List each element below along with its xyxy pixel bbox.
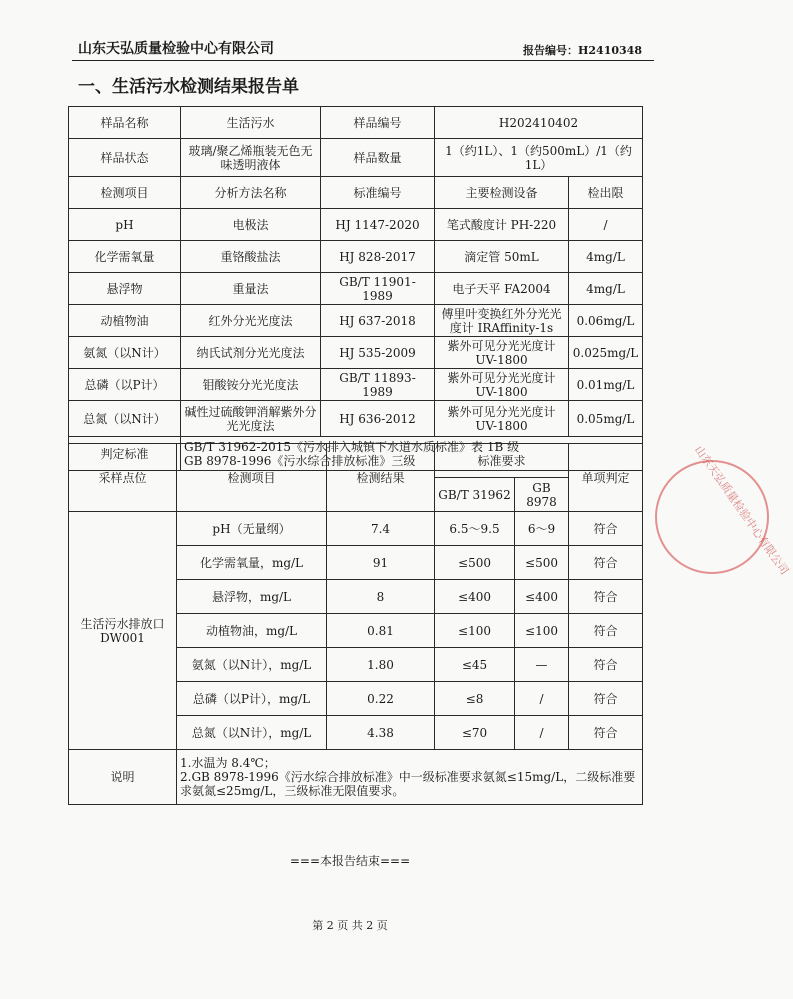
label-sample-state: 样品状态 — [69, 139, 181, 177]
method-equipment: 紫外可见分光光度计 UV-1800 — [435, 369, 569, 401]
method-name: 电极法 — [181, 209, 321, 241]
result-std1: ≤45 — [435, 648, 515, 682]
method-limit: 4mg/L — [569, 273, 643, 305]
label-sample-name: 样品名称 — [69, 107, 181, 139]
result-value: 0.22 — [327, 682, 435, 716]
method-row — [69, 209, 643, 241]
result-value: 91 — [327, 546, 435, 580]
criteria-line-2: GB 8978-1996《污水综合排放标准》三级 — [184, 453, 416, 468]
result-std1: ≤8 — [435, 682, 515, 716]
method-limit: 4mg/L — [569, 241, 643, 273]
page-number: 第 2 页 共 2 页 — [312, 919, 388, 932]
method-limit: 0.01mg/L — [569, 369, 643, 401]
header-standard-req: 标准要求 — [435, 444, 569, 478]
company-name: 山东天弘质量检验中心有限公司 — [78, 41, 274, 57]
result-judgement: 符合 — [569, 682, 643, 716]
method-limit: / — [569, 209, 643, 241]
method-name: 纳氏试剂分光光度法 — [181, 337, 321, 369]
method-limit: 0.05mg/L — [569, 401, 643, 437]
result-value: 1.80 — [327, 648, 435, 682]
result-std2: ≤100 — [515, 614, 569, 648]
result-std1: ≤500 — [435, 546, 515, 580]
sample-name: 生活污水 — [181, 107, 321, 139]
note-line-1: 1.水温为 8.4℃； — [180, 756, 276, 770]
method-equipment: 笔式酸度计 PH-220 — [435, 209, 569, 241]
result-item: 氨氮（以N计），mg/L — [177, 648, 327, 682]
method-item: 动植物油 — [69, 305, 181, 337]
header-standard: 标准编号 — [321, 177, 435, 209]
method-equipment: 电子天平 FA2004 — [435, 273, 569, 305]
sample-no: H202410402 — [435, 107, 643, 139]
method-row — [69, 337, 643, 369]
method-name: 红外分光光度法 — [181, 305, 321, 337]
method-row — [69, 369, 643, 401]
method-name: 钼酸铵分光光度法 — [181, 369, 321, 401]
method-name: 重铬酸盐法 — [181, 241, 321, 273]
result-value: 4.38 — [327, 716, 435, 750]
note-line-2: 2.GB 8978-1996《污水综合排放标准》中一级标准要求氨氮≤15mg/L，二级标准要求氨氮≤25mg/L，三级标准无限值要求。 — [180, 770, 636, 798]
notes-text — [177, 750, 643, 805]
sample-qty: 1（约1L）、1（约500mL）/1（约1L） — [435, 139, 643, 177]
method-standard: GB/T 11893-1989 — [321, 369, 435, 401]
method-standard: HJ 828-2017 — [321, 241, 435, 273]
result-item: 动植物油，mg/L — [177, 614, 327, 648]
result-std1: ≤400 — [435, 580, 515, 614]
result-value: 0.81 — [327, 614, 435, 648]
header-divider — [72, 60, 654, 61]
method-item: 总磷（以P计） — [69, 369, 181, 401]
method-standard: HJ 636-2012 — [321, 401, 435, 437]
result-item: 悬浮物，mg/L — [177, 580, 327, 614]
method-row — [69, 273, 643, 305]
method-item: pH — [69, 209, 181, 241]
header-judgement: 单项判定 — [569, 444, 643, 512]
method-standard: GB/T 11901-1989 — [321, 273, 435, 305]
result-value: 7.4 — [327, 512, 435, 546]
result-std1: ≤100 — [435, 614, 515, 648]
method-standard: HJ 535-2009 — [321, 337, 435, 369]
report-number: 报告编号：H2410348 — [523, 44, 642, 57]
section-title: 一、生活污水检测结果报告单 — [78, 77, 299, 97]
seal-text: 山东天弘质量检验中心有限公司 — [692, 443, 792, 578]
label-sample-no: 样品编号 — [321, 107, 435, 139]
result-std1: 6.5～9.5 — [435, 512, 515, 546]
header-result: 检测结果 — [327, 444, 435, 512]
method-equipment: 紫外可见分光光度计 UV-1800 — [435, 401, 569, 437]
header-sampling-point: 采样点位 — [69, 444, 177, 512]
sampling-point: 生活污水排放口 DW001 — [69, 512, 177, 750]
sample-info-table — [68, 106, 643, 471]
result-std2: / — [515, 716, 569, 750]
header-test-item: 检测项目 — [177, 444, 327, 512]
label-sample-qty: 样品数量 — [321, 139, 435, 177]
result-std2: ≤500 — [515, 546, 569, 580]
result-std2: 6～9 — [515, 512, 569, 546]
result-std2: — — [515, 648, 569, 682]
result-judgement: 符合 — [569, 648, 643, 682]
notes-label: 说明 — [69, 750, 177, 805]
header-item: 检测项目 — [69, 177, 181, 209]
method-item: 悬浮物 — [69, 273, 181, 305]
method-equipment: 傅里叶变换红外分光光度计 IRAffinity-1s — [435, 305, 569, 337]
header-std-gb8978: GB 8978 — [515, 478, 569, 512]
result-value: 8 — [327, 580, 435, 614]
result-judgement: 符合 — [569, 512, 643, 546]
result-judgement: 符合 — [569, 580, 643, 614]
method-equipment: 滴定管 50mL — [435, 241, 569, 273]
method-row — [69, 401, 643, 437]
method-row — [69, 305, 643, 337]
result-judgement: 符合 — [569, 614, 643, 648]
sample-state: 玻璃/聚乙烯瓶装无色无味透明液体 — [181, 139, 321, 177]
result-item: pH（无量纲） — [177, 512, 327, 546]
result-judgement: 符合 — [569, 716, 643, 750]
method-item: 氨氮（以N计） — [69, 337, 181, 369]
results-table — [68, 443, 643, 805]
method-item: 化学需氧量 — [69, 241, 181, 273]
result-judgement: 符合 — [569, 546, 643, 580]
method-equipment: 紫外可见分光光度计 UV-1800 — [435, 337, 569, 369]
header-method: 分析方法名称 — [181, 177, 321, 209]
method-item: 总氮（以N计） — [69, 401, 181, 437]
result-std2: / — [515, 682, 569, 716]
method-name: 碱性过硫酸钾消解紫外分光光度法 — [181, 401, 321, 437]
method-limit: 0.06mg/L — [569, 305, 643, 337]
report-end-mark: ===本报告结束=== — [289, 854, 411, 868]
result-row — [69, 512, 643, 546]
method-name: 重量法 — [181, 273, 321, 305]
result-std2: ≤400 — [515, 580, 569, 614]
header-equipment: 主要检测设备 — [435, 177, 569, 209]
result-item: 总磷（以P计），mg/L — [177, 682, 327, 716]
header-limit: 检出限 — [569, 177, 643, 209]
result-item: 总氮（以N计），mg/L — [177, 716, 327, 750]
result-item: 化学需氧量，mg/L — [177, 546, 327, 580]
method-standard: HJ 637-2018 — [321, 305, 435, 337]
criteria-label: 判定标准 — [69, 437, 181, 471]
result-std1: ≤70 — [435, 716, 515, 750]
criteria-line-1: GB/T 31962-2015《污水排入城镇下水道水质标准》表 1B 级 — [184, 439, 520, 454]
method-limit: 0.025mg/L — [569, 337, 643, 369]
company-seal — [655, 443, 792, 578]
header-std-gbt31962: GB/T 31962 — [435, 478, 515, 512]
method-row — [69, 241, 643, 273]
method-standard: HJ 1147-2020 — [321, 209, 435, 241]
